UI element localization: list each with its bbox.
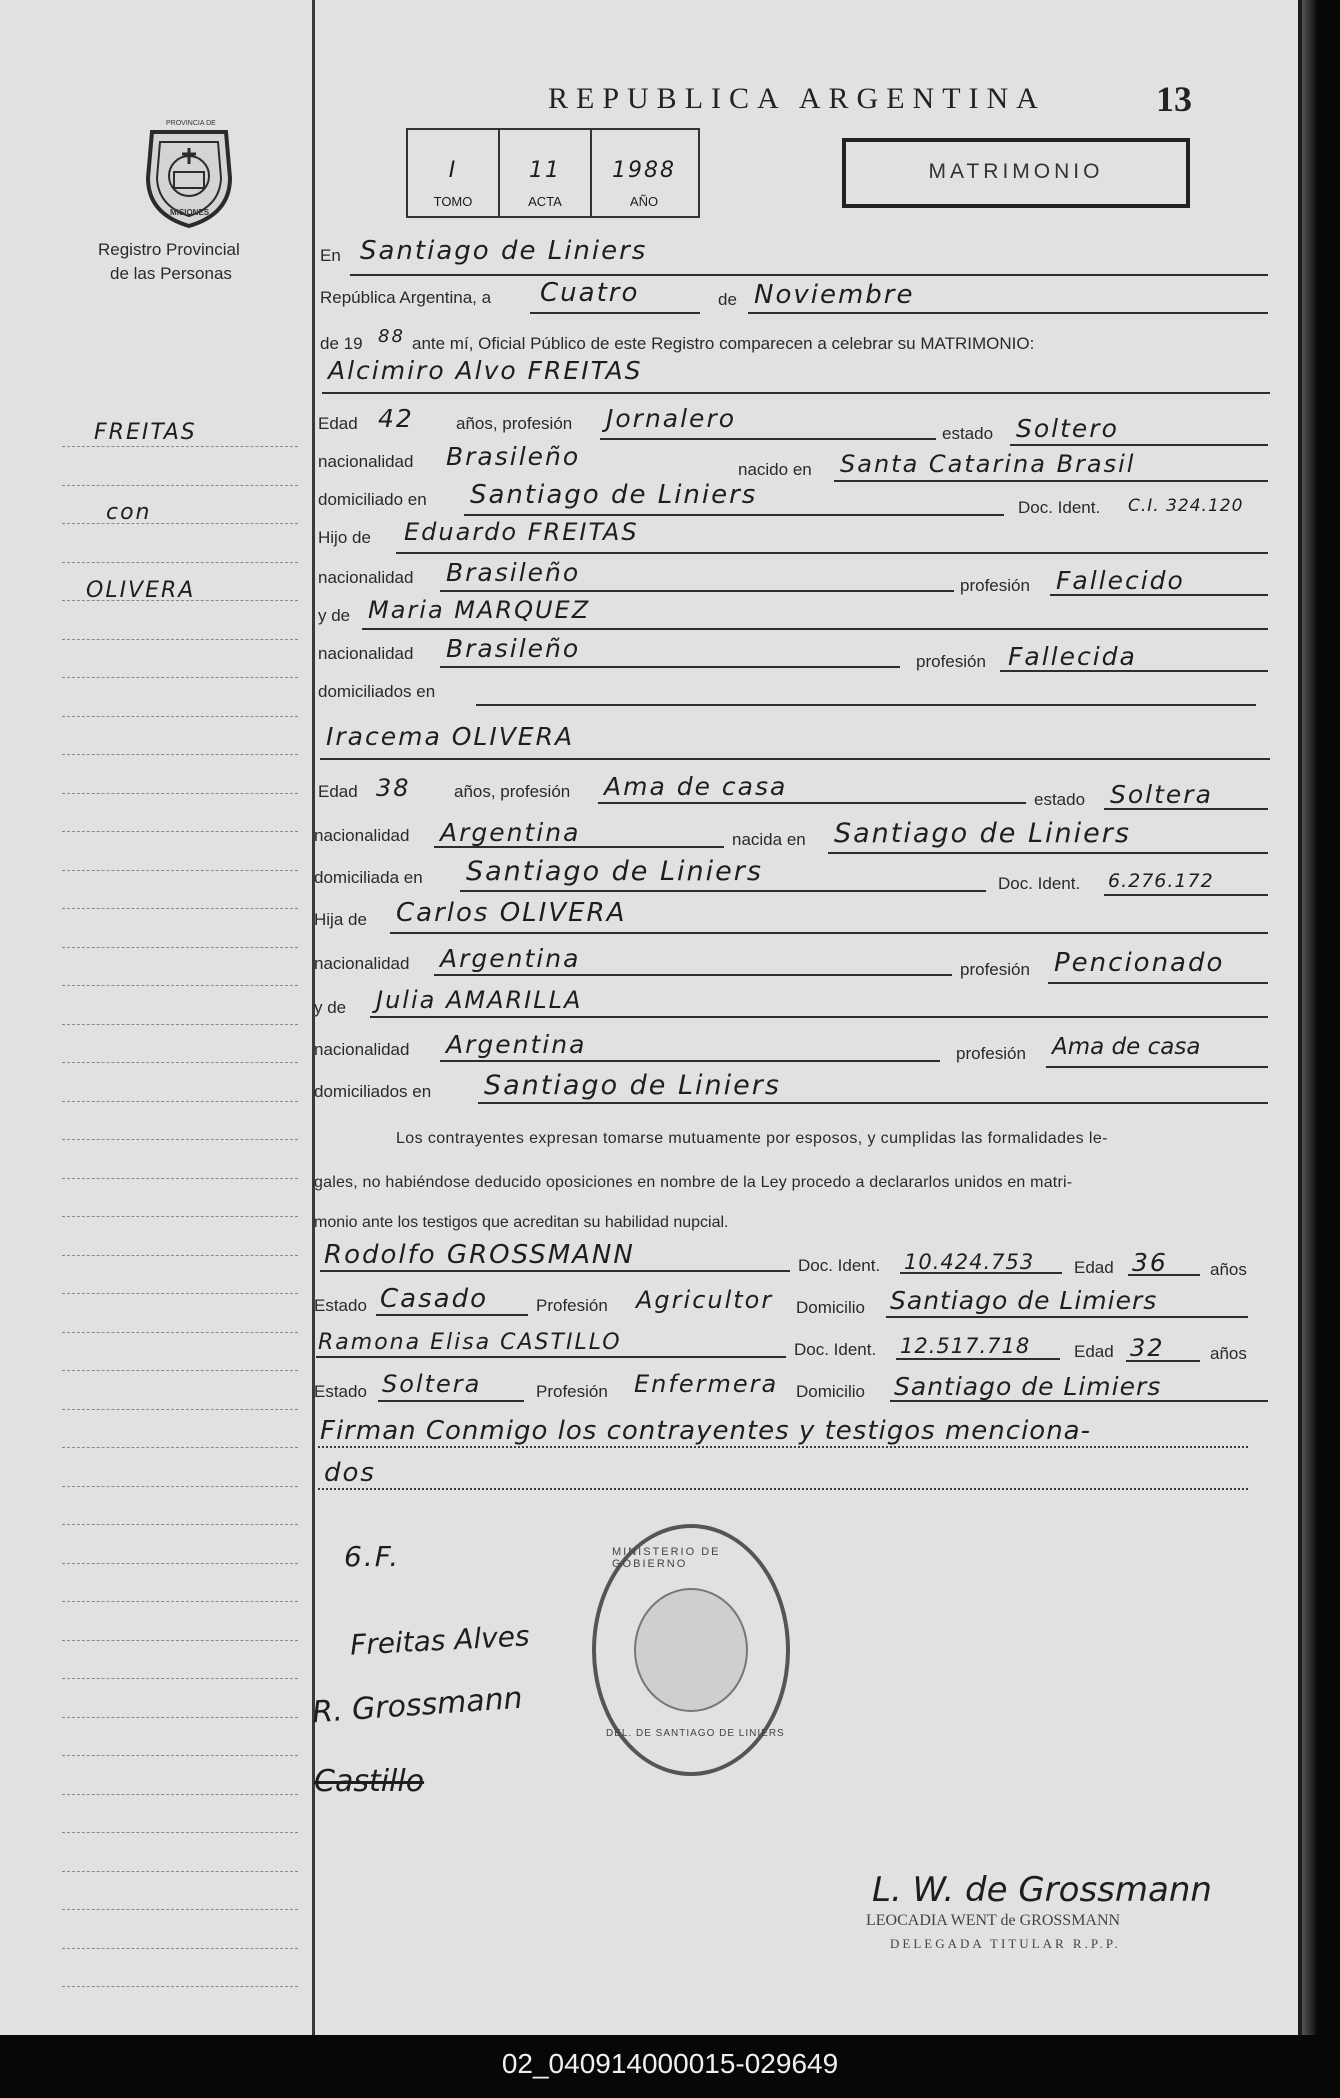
margin-rule [62, 1409, 298, 1410]
registry-line-1: Registro Provincial [98, 240, 240, 259]
groom-nationality: Brasileño [446, 442, 581, 471]
margin-rule [62, 1755, 298, 1756]
official-title: DELEGADA TITULAR R.P.P. [890, 1936, 1121, 1951]
bride-nationality: Argentina [440, 818, 581, 847]
declaration-line-2: gales, no habiéndose deducido oposiciones en nombre de la Ley procedo a declararlos unidos en matri- [314, 1174, 1073, 1191]
margin-rule [62, 870, 298, 871]
margin-rule [62, 1486, 298, 1487]
groom-label-estado: estado [942, 424, 994, 443]
bride-mother-profession: Ama de casa [1052, 1034, 1201, 1060]
margin-rule [62, 1524, 298, 1525]
opening-year: 88 [378, 326, 405, 347]
witness1-doc: 10.424.753 [904, 1250, 1035, 1274]
margin-rule [62, 947, 298, 948]
label-de: de [718, 290, 737, 309]
bride-father: Carlos OLIVERA [396, 898, 627, 928]
bride-label-doc: Doc. Ident. [998, 874, 1081, 893]
emblem-text-bottom: MISIONES [170, 208, 210, 217]
bride-name: Iracema OLIVERA [326, 722, 575, 751]
margin-rule [62, 1255, 298, 1256]
seal-emblem [634, 1588, 748, 1712]
emblem-text-top: PROVINCIA DE [166, 120, 216, 127]
opening-place: Santiago de Liniers [360, 236, 648, 266]
witness2-label-edad: Edad [1074, 1342, 1114, 1361]
margin-rule [62, 716, 298, 717]
witness1-label-profesion: Profesión [536, 1296, 608, 1315]
groom-father-label-nat: nacionalidad [318, 568, 414, 587]
anio-cell [592, 130, 696, 216]
witness1-label-edad: Edad [1074, 1258, 1114, 1277]
witness1-label-domicilio: Domicilio [796, 1298, 865, 1317]
opening-day: Cuatro [540, 278, 640, 308]
groom-label-y-de: y de [318, 606, 351, 625]
margin-rule [62, 600, 298, 601]
witness2-name: Ramona Elisa CASTILLO [318, 1330, 622, 1355]
witness2-signature: Castillo [314, 1764, 425, 1799]
groom-label-nacionalidad: nacionalidad [318, 452, 414, 471]
margin-rule [62, 1563, 298, 1564]
groom-signature: Freitas Alves [349, 1619, 531, 1662]
closing-note: 6.F. [344, 1540, 401, 1573]
bride-mother-label-prof: profesión [956, 1044, 1026, 1063]
margin-rule [62, 639, 298, 640]
bride-label-estado: estado [1034, 790, 1086, 809]
groom-label-doc: Doc. Ident. [1018, 498, 1101, 517]
margin-rule [62, 1986, 298, 1987]
bride-label-profesion: años, profesión [454, 782, 571, 801]
bride-parents-domicile: Santiago de Liniers [484, 1070, 781, 1101]
record-reference-box [406, 128, 700, 218]
anio-value: 1988 [612, 158, 676, 183]
bride-label-hija: Hija de [314, 910, 367, 929]
opening-month: Noviembre [754, 280, 915, 310]
witness2-estado: Soltera [382, 1370, 482, 1398]
margin-rule [62, 1832, 298, 1833]
groom-birthplace: Santa Catarina Brasil [840, 450, 1136, 478]
tomo-label: TOMO [433, 194, 473, 209]
groom-label-domiciliado: domiciliado en [318, 490, 427, 509]
groom-mother: Maria MARQUEZ [368, 596, 591, 624]
acta-label: ACTA [528, 194, 562, 209]
label-year-prefix: de 19 [320, 334, 363, 353]
margin-rule [62, 446, 298, 447]
groom-age: 42 [378, 404, 414, 433]
witness2-profession: Enfermera [634, 1370, 779, 1398]
witness2-label-anos: años [1210, 1344, 1247, 1363]
bride-father-label-prof: profesión [960, 960, 1030, 979]
bride-father-profession: Pencionado [1054, 948, 1225, 978]
document-type-box [842, 138, 1190, 208]
declaration-line-1: Los contrayentes expresan tomarse mutuamente por esposos, y cumplidas las formalidades le- [396, 1130, 1108, 1147]
declaration-line-3: monio ante los testigos que acreditan su habilidad nupcial. [314, 1214, 729, 1231]
bride-age: 38 [376, 774, 411, 802]
bride-domicile: Santiago de Liniers [466, 856, 763, 887]
witness2-label-estado: Estado [314, 1382, 367, 1401]
margin-rule [62, 985, 298, 986]
label-republica: República Argentina, a [320, 288, 492, 307]
official-name: LEOCADIA WENT de GROSSMANN [866, 1912, 1121, 1929]
margin-rule [62, 754, 298, 755]
witness1-signature: R. Grossmann [311, 1680, 524, 1731]
witness2-age: 32 [1130, 1334, 1165, 1362]
witness2-domicile: Santiago de Limiers [894, 1372, 1162, 1401]
witness1-profession: Agricultor [636, 1286, 774, 1314]
witness2-doc: 12.517.718 [900, 1334, 1031, 1358]
margin-rule [62, 1447, 298, 1448]
groom-doc: C.I. 324.120 [1128, 496, 1244, 516]
witness2-label-doc: Doc. Ident. [794, 1340, 877, 1359]
margin-groom-surname: FREITAS [94, 420, 197, 445]
seal-text-bottom: DEL. DE SANTIAGO DE LINIERS [606, 1728, 785, 1739]
groom-father: Eduardo FREITAS [404, 518, 639, 546]
bride-estado: Soltera [1110, 780, 1213, 809]
seal-text-top: MINISTERIO DE GOBIERNO [612, 1546, 721, 1570]
binding-shadow [1302, 0, 1316, 2035]
bride-father-nationality: Argentina [440, 944, 581, 973]
margin-rule [62, 1293, 298, 1294]
groom-domicile: Santiago de Liniers [470, 480, 758, 510]
anio-label: AÑO [629, 194, 659, 209]
bride-label-domiciliados: domiciliados en [314, 1082, 432, 1101]
groom-mother-nationality: Brasileño [446, 634, 581, 663]
margin-rule [62, 1370, 298, 1371]
groom-mother-label-nat: nacionalidad [318, 644, 414, 663]
witness1-name: Rodolfo GROSSMANN [324, 1240, 635, 1270]
margin-rule [62, 523, 298, 524]
witness1-domicile: Santiago de Limiers [890, 1286, 1158, 1315]
groom-label-edad: Edad [318, 414, 358, 433]
bride-profession: Ama de casa [604, 772, 788, 801]
margin-rule [62, 1948, 298, 1949]
bride-mother: Julia AMARILLA [376, 986, 583, 1014]
official-signature: L. W. de Grossmann [872, 1870, 1212, 1910]
margin-connector: con [106, 500, 152, 525]
tomo-value: I [448, 158, 458, 183]
margin-rule [62, 793, 298, 794]
provincial-emblem [134, 118, 244, 228]
margin-rule [62, 1871, 298, 1872]
margin-rule [62, 1139, 298, 1140]
bride-birthplace: Santiago de Liniers [834, 818, 1131, 849]
groom-mother-label-prof: profesión [916, 652, 986, 671]
groom-label-nacido: nacido en [738, 460, 812, 479]
margin-bride-surname: OLIVERA [86, 578, 196, 603]
margin-rule [62, 1909, 298, 1910]
label-en: En [320, 246, 341, 265]
bride-label-nacida: nacida en [732, 830, 806, 849]
groom-profession: Jornalero [606, 404, 737, 433]
bride-label-domiciliada: domiciliada en [314, 868, 423, 887]
bride-mother-label-nat: nacionalidad [314, 1040, 410, 1059]
groom-father-label-prof: profesión [960, 576, 1030, 595]
bride-father-label-nat: nacionalidad [314, 954, 410, 973]
margin-rule [62, 1717, 298, 1718]
groom-father-profession: Fallecido [1056, 566, 1185, 595]
groom-label-profesion: años, profesión [456, 414, 573, 433]
witness1-label-estado: Estado [314, 1296, 367, 1315]
registry-line-2: de las Personas [110, 264, 232, 283]
acta-cell [500, 130, 592, 216]
margin-rule [62, 1024, 298, 1025]
tomo-cell [408, 130, 500, 216]
margin-rule [62, 485, 298, 486]
witness1-label-doc: Doc. Ident. [798, 1256, 881, 1275]
bride-label-edad: Edad [318, 782, 358, 801]
bride-doc: 6.276.172 [1108, 870, 1214, 892]
margin-rule [62, 1101, 298, 1102]
groom-name: Alcimiro Alvo FREITAS [328, 356, 643, 385]
margin-rule [62, 1601, 298, 1602]
groom-label-hijo: Hijo de [318, 528, 371, 547]
groom-label-domiciliados: domiciliados en [318, 682, 436, 701]
bride-label-y-de: y de [314, 998, 347, 1017]
margin-rule [62, 908, 298, 909]
image-caption: 02_040914000015-029649 [501, 2048, 839, 2079]
witness1-age: 36 [1132, 1248, 1168, 1277]
official-seal [592, 1524, 790, 1776]
closing-line-1: Firman Conmigo los contrayentes y testigos menciona- [320, 1416, 1091, 1446]
label-comparecen: ante mí, Oficial Público de este Registro comparecen a celebrar su MATRIMONIO: [412, 334, 1035, 353]
country-title: REPUBLICA ARGENTINA [548, 82, 1046, 115]
witness1-label-anos: años [1210, 1260, 1247, 1279]
margin-rule [62, 1178, 298, 1179]
margin-rule [62, 562, 298, 563]
groom-father-nationality: Brasileño [446, 558, 581, 587]
margin-rule [62, 1678, 298, 1679]
bride-mother-nationality: Argentina [446, 1030, 587, 1059]
margin-rule [62, 831, 298, 832]
margin-rule [62, 1332, 298, 1333]
acta-value: 11 [529, 158, 561, 183]
groom-estado: Soltero [1016, 414, 1119, 443]
bride-label-nacionalidad: nacionalidad [314, 826, 410, 845]
witness2-label-domicilio: Domicilio [796, 1382, 865, 1401]
witness1-estado: Casado [380, 1284, 488, 1314]
closing-line-2: dos [324, 1458, 376, 1488]
margin-rule [62, 677, 298, 678]
document-type: MATRIMONIO [928, 160, 1104, 183]
witness2-label-profesion: Profesión [536, 1382, 608, 1401]
groom-mother-profession: Fallecida [1008, 642, 1137, 671]
margin-rule [62, 1640, 298, 1641]
page-number: 13 [1156, 79, 1192, 119]
margin-rule [62, 1216, 298, 1217]
margin-rule [62, 1062, 298, 1063]
margin-rule [62, 1794, 298, 1795]
